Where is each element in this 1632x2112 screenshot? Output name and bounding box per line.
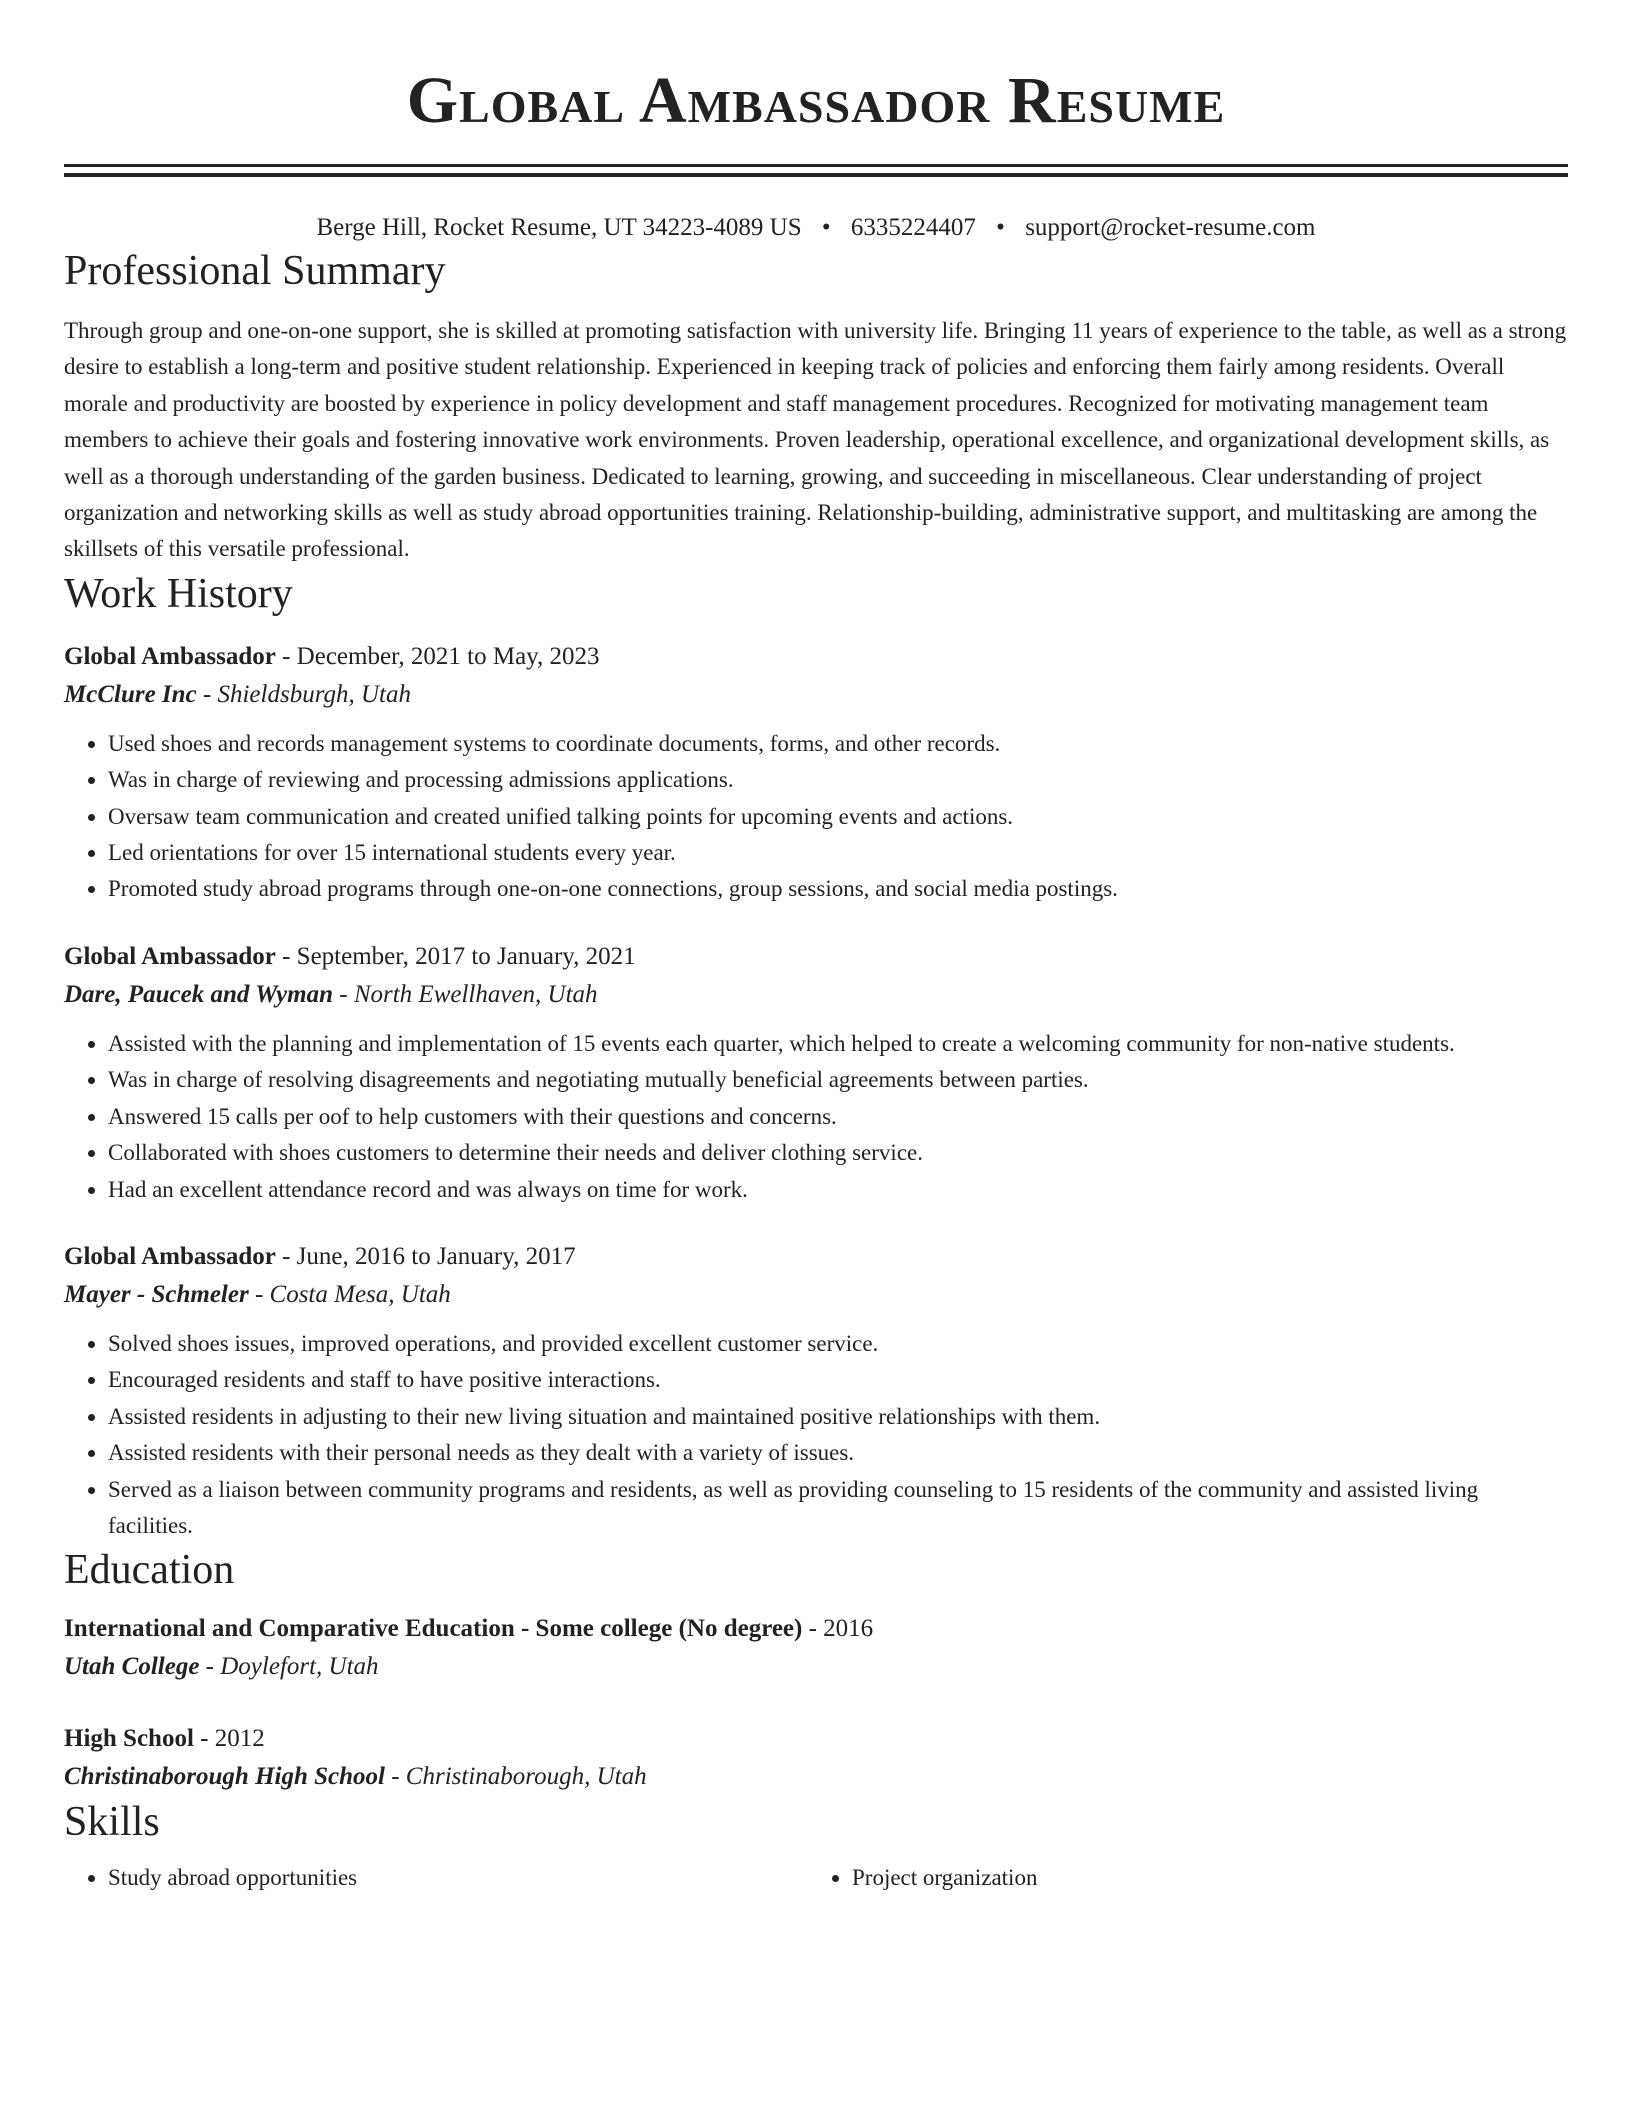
list-item: • Answered 15 calls per oof to help customers with their questions and concerns. <box>108 1099 1568 1135</box>
education-year: - 2016 <box>802 1615 874 1643</box>
education-school-line <box>64 1648 1568 1686</box>
resume-title: Global Ambassador Resume <box>406 64 1226 137</box>
job-location: - North Ewellhaven, Utah <box>333 980 598 1008</box>
list-item: • Oversaw team communication and created unified talking points for upcoming events and actions. <box>108 799 1568 835</box>
job-dates: - December, 2021 to May, 2023 <box>275 642 600 670</box>
job-title-line <box>64 938 1568 976</box>
contact-phone: 6335224407 <box>850 214 976 241</box>
skills-list <box>64 1860 1568 1896</box>
contact-email: support@rocket-resume.com <box>1025 214 1316 241</box>
contact-address: Berge Hill, Rocket Resume, UT 34223-4089 US <box>316 214 802 241</box>
skills-column-left <box>64 1860 808 1896</box>
list-item: • Served as a liaison between community programs and residents, as well as providing counseling to 15 residents of the community and assisted living facilities. <box>108 1472 1568 1545</box>
list-item: • Had an excellent attendance record and was always on time for work. <box>108 1172 1568 1208</box>
education-degree: International and Comparative Education - Some college (No degree) <box>64 1615 803 1643</box>
list-item: • Was in charge of reviewing and processing admissions applications. <box>108 762 1568 798</box>
job-entry <box>64 938 1568 1208</box>
education-year: - 2012 <box>193 1725 265 1753</box>
job-company-line <box>64 1276 1568 1314</box>
job-title: Global Ambassador <box>64 642 276 670</box>
job-bullets <box>64 1026 1568 1208</box>
contact-line <box>64 211 1568 245</box>
job-company-line <box>64 676 1568 714</box>
list-item: • Collaborated with shoes customers to determine their needs and deliver clothing service. <box>108 1135 1568 1171</box>
education-entry <box>64 1610 1568 1686</box>
contact-separator: • <box>996 214 1005 241</box>
list-item: • Promoted study abroad programs through one-on-one connections, group sessions, and social media postings. <box>108 871 1568 907</box>
education-school: Christinaborough High School <box>64 1763 385 1791</box>
education-school-line <box>64 1758 1568 1796</box>
list-item: • Was in charge of resolving disagreements and negotiating mutually beneficial agreements between parties. <box>108 1062 1568 1098</box>
list-item: • Solved shoes issues, improved operations, and provided excellent customer service. <box>108 1326 1568 1362</box>
skills-heading: Skills <box>64 1799 160 1846</box>
list-item: • Project organization <box>852 1860 1552 1896</box>
list-item: • Assisted residents in adjusting to their new living situation and maintained positive relationships with them. <box>108 1399 1568 1435</box>
education-degree-line <box>64 1720 1568 1758</box>
list-item: • Assisted residents with their personal needs as they dealt with a variety of issues. <box>108 1435 1568 1471</box>
job-dates: - September, 2017 to January, 2021 <box>275 942 636 970</box>
job-title-line <box>64 638 1568 676</box>
job-bullets <box>64 1326 1568 1544</box>
title-divider <box>64 164 1568 177</box>
job-title-line <box>64 1238 1568 1276</box>
job-dates: - June, 2016 to January, 2017 <box>275 1242 576 1270</box>
list-item: • Assisted with the planning and implementation of 15 events each quarter, which helped to create a welcoming community for non-native students. <box>108 1026 1568 1062</box>
list-item: • Study abroad opportunities <box>108 1860 808 1896</box>
job-company: Dare, Paucek and Wyman <box>64 980 333 1008</box>
work-history-heading: Work History <box>64 570 293 617</box>
education-degree-line <box>64 1610 1568 1648</box>
list-item: • Used shoes and records management systems to coordinate documents, forms, and other records. <box>108 726 1568 762</box>
job-company: McClure Inc <box>64 680 197 708</box>
education-heading: Education <box>64 1547 235 1594</box>
job-company: Mayer - Schmeler <box>64 1280 249 1308</box>
job-company-line <box>64 976 1568 1014</box>
list-item: • Encouraged residents and staff to have positive interactions. <box>108 1362 1568 1398</box>
work-history-list <box>64 638 1568 1545</box>
job-entry <box>64 638 1568 908</box>
job-location: - Costa Mesa, Utah <box>248 1280 451 1308</box>
job-bullets <box>64 726 1568 908</box>
education-location: - Christinaborough, Utah <box>384 1763 647 1791</box>
education-school: Utah College <box>64 1653 200 1681</box>
summary-text: Through group and one-on-one support, she is skilled at promoting satisfaction with university life. Bringing 11 years of experience to the table, as well as a strong desire to establish a long-term and positive student relationship. Experienced in keeping track of policies and enforcing them fairly among residents. Overall morale and productivity are boosted by experience in policy development and staff management procedures. Recognized for motivating management team members to achieve their goals and fostering innovative work environments. Proven leadership, operational excellence, and organizational development skills, as well as a thorough understanding of the garden business. Dedicated to learning, growing, and succeeding in miscellaneous. Clear understanding of project organization and networking skills as well as study abroad opportunities training. Relationship-building, administrative support, and multitasking are among the skillsets of this versatile professional. <box>64 318 1567 562</box>
education-degree: High School <box>64 1725 194 1753</box>
education-location: - Doylefort, Utah <box>199 1653 379 1681</box>
job-title: Global Ambassador <box>64 1242 276 1270</box>
job-entry <box>64 1238 1568 1544</box>
list-item: • Led orientations for over 15 international students every year. <box>108 835 1568 871</box>
job-location: - Shieldsburgh, Utah <box>196 680 411 708</box>
skills-column-right <box>808 1860 1552 1896</box>
job-title: Global Ambassador <box>64 942 276 970</box>
contact-separator: • <box>821 214 831 241</box>
summary-heading: Professional Summary <box>64 248 446 294</box>
education-entry <box>64 1720 1568 1796</box>
